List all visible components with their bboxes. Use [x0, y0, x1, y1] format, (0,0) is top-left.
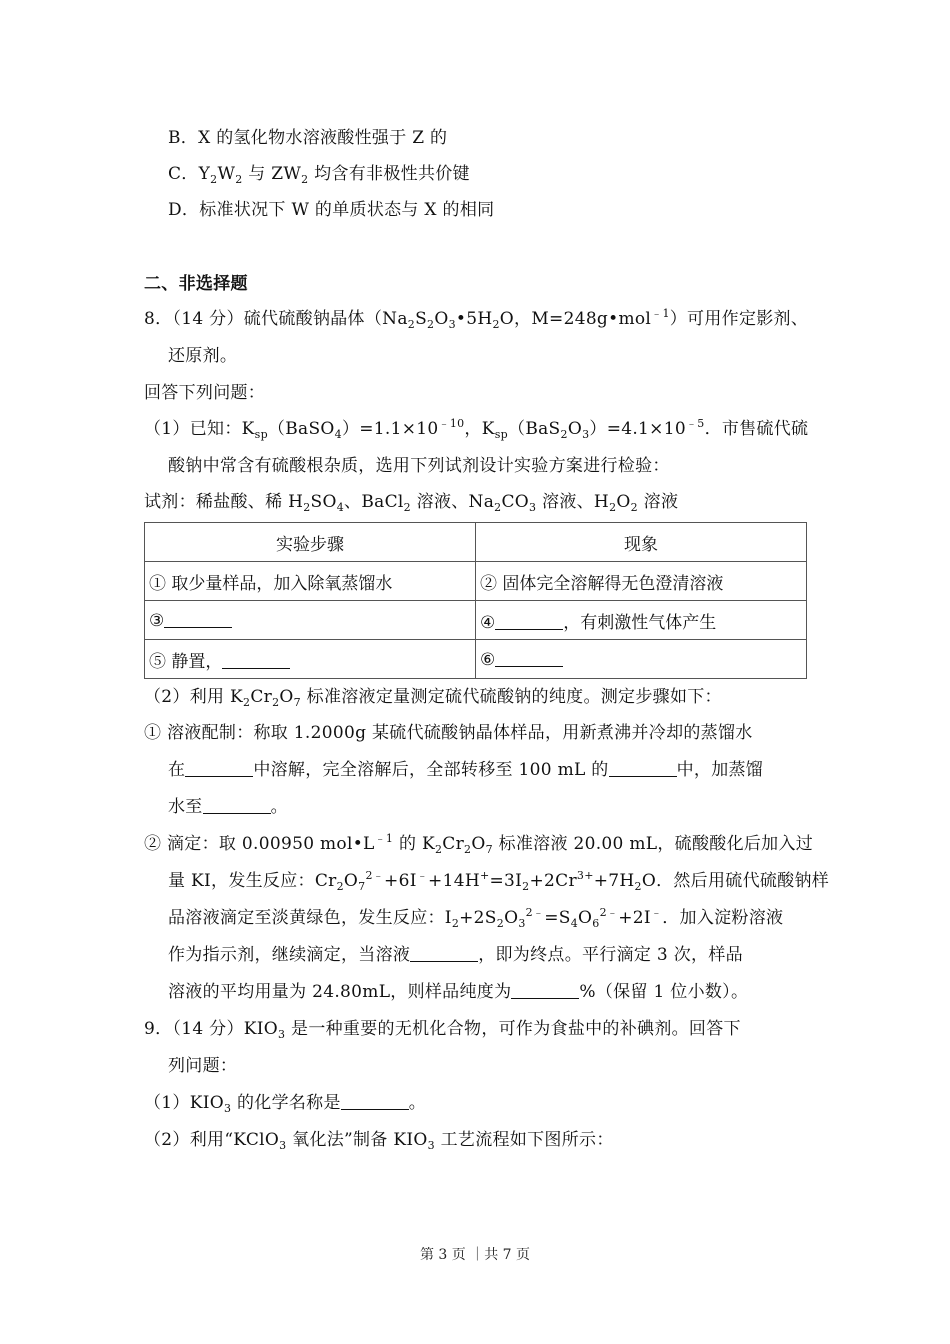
text: （BaSO: [267, 419, 335, 439]
subscript: 2: [301, 173, 309, 186]
subscript: 7: [358, 880, 366, 893]
q8-step2-line2: [168, 869, 829, 893]
text: +2Cr: [529, 871, 577, 891]
text: O: [616, 492, 631, 512]
q8-reagents: [144, 490, 678, 514]
superscript: 2﹣: [365, 869, 385, 882]
cell-text: ⑥: [480, 650, 496, 670]
text: Cr: [250, 687, 273, 707]
subscript: 3: [518, 917, 526, 930]
text: ，K: [464, 419, 495, 439]
subscript: 3: [427, 1139, 435, 1152]
answer-blank[interactable]: [410, 943, 478, 962]
subscript: 2: [303, 501, 311, 514]
superscript: ﹣: [416, 869, 429, 882]
table-cell: [145, 601, 476, 640]
text: O．然后用硫代硫酸钠样: [641, 871, 830, 891]
superscript: ﹣: [650, 906, 663, 919]
subscript: 2: [496, 917, 505, 930]
text: 溶液、Na: [410, 492, 495, 512]
answer-blank[interactable]: [185, 758, 253, 777]
text: （1）已知：K: [144, 419, 255, 439]
text: 作为指示剂，继续滴定，当溶液: [168, 945, 411, 965]
text: 工艺流程如下图所示：: [434, 1130, 614, 1150]
q8-part2-line1: [144, 685, 722, 709]
text: 溶液的平均用量为 24.80mL，则样品纯度为: [168, 982, 512, 1002]
cell-text: ④: [480, 612, 496, 633]
subscript: 2: [494, 501, 502, 514]
text: 。: [408, 1093, 427, 1113]
q8-part1-line2: 酸钠中常含有硫酸根杂质，选用下列试剂设计实验方案进行检验：: [168, 456, 670, 476]
option-b: [168, 126, 447, 150]
subscript: 2: [464, 843, 472, 856]
q8-step1-line1: ① 溶液配制：称取 1.2000g 某硫代硫酸钠晶体样品，用新煮沸并冷却的蒸馏水: [144, 723, 753, 743]
text: （2）利用“KClO: [144, 1130, 280, 1150]
cell-text: ⑤ 静置，: [149, 651, 223, 672]
text: O: [578, 908, 593, 928]
subscript: 7: [293, 696, 301, 709]
subscript: 7: [485, 843, 493, 856]
text: 标准溶液定量测定硫代硫酸钠的纯度。测定步骤如下：: [300, 687, 722, 707]
q8-prompt: 回答下列问题：: [144, 383, 266, 403]
text: （2）利用 K: [144, 687, 244, 707]
option-c-text: Y: [198, 164, 211, 184]
text: Cr: [442, 834, 464, 854]
text: 中，加蒸馏: [676, 760, 764, 780]
subscript: 3: [278, 1028, 286, 1041]
q8-step2-line1: [144, 832, 813, 856]
text: 中溶解，完全溶解后，全部转移至 100 mL 的: [253, 760, 609, 780]
text: 品溶液滴定至淡黄绿色，发生反应：I: [168, 908, 452, 928]
option-d-label: D．: [168, 200, 200, 220]
table-cell: ② 固体完全溶解得无色澄清溶液: [476, 562, 807, 601]
text: ．加入淀粉溶液: [662, 908, 784, 928]
subscript: 4: [336, 501, 345, 514]
option-c-text: W: [217, 164, 236, 184]
table-header-cell: 实验步骤: [145, 523, 476, 562]
q8-step2-line4: [168, 943, 743, 967]
table-cell: [476, 601, 807, 640]
option-c-text: 与 ZW: [242, 164, 302, 184]
text: 的化学名称是: [231, 1093, 341, 1113]
subscript: 2: [403, 501, 411, 514]
option-c: [168, 162, 470, 186]
section-title: 二、非选择题: [144, 274, 248, 294]
text: •5H: [455, 309, 493, 329]
subscript: 3: [223, 1102, 232, 1115]
subscript: 2: [210, 173, 218, 186]
text: ② 滴定：取 0.00950 mol•L: [144, 834, 375, 854]
table-cell: [145, 640, 476, 679]
text: +6I: [384, 871, 417, 891]
text: 在: [168, 760, 186, 780]
subscript: 4: [334, 428, 342, 441]
text: 标准溶液 20.00 mL，硫酸酸化后加入过: [492, 834, 814, 854]
subscript: 2: [560, 428, 568, 441]
answer-blank[interactable]: [495, 611, 563, 630]
text: ，即为终点。平行滴定 3 次，样品: [478, 945, 743, 965]
subscript: 2: [407, 318, 416, 331]
text: 9．（14 分）KIO: [144, 1019, 279, 1039]
subscript: 2: [243, 696, 251, 709]
text: 水至: [168, 797, 203, 817]
text: =3I: [489, 871, 523, 891]
answer-blank[interactable]: [341, 1091, 409, 1110]
answer-blank[interactable]: [609, 758, 677, 777]
superscript: 2﹣: [525, 906, 545, 919]
superscript: 2﹣: [599, 906, 619, 919]
text: %（保留 1 位小数）。: [579, 982, 749, 1002]
superscript: ﹣5: [685, 417, 705, 430]
text: ．市售硫代硫: [704, 419, 809, 439]
text: 溶液、H: [536, 492, 610, 512]
text: +7H: [593, 871, 635, 891]
page-footer: 第 3 页 ｜共 7 页: [419, 1247, 531, 1263]
option-d-text: 标准状况下 W 的单质状态与 X 的相同: [199, 200, 495, 220]
q8-step1-line2: [168, 758, 763, 782]
text: 8．（14 分）硫代硫酸钠晶体（Na: [144, 309, 408, 329]
subscript: 2: [272, 696, 280, 709]
subscript: 2: [451, 917, 460, 930]
subscript: 3: [529, 501, 537, 514]
superscript: ﹣1: [374, 832, 394, 845]
subscript: 4: [570, 917, 579, 930]
text: （BaS: [508, 419, 561, 439]
text: ）=1.1×10: [341, 419, 439, 439]
table-cell: ① 取少量样品，加入除氧蒸馏水: [145, 562, 476, 601]
experiment-table: [144, 522, 807, 679]
superscript: ﹣1: [651, 307, 670, 320]
text: 。: [270, 797, 288, 817]
q8-part1-line1: [144, 417, 808, 441]
text: +2S: [459, 908, 497, 928]
cell-text: ，有刺激性气体产生: [563, 612, 717, 633]
answer-blank[interactable]: [203, 795, 271, 814]
text: +2I: [618, 908, 651, 928]
option-b-label: B．: [168, 128, 199, 148]
answer-blank[interactable]: [222, 650, 290, 669]
subscript: 2: [427, 318, 435, 331]
text: O: [471, 834, 486, 854]
text: 氧化法”制备 KIO: [286, 1130, 428, 1150]
text: （1）KIO: [144, 1093, 224, 1113]
table-header-cell: 现象: [476, 523, 807, 562]
q9-stem-line1: [144, 1017, 741, 1041]
text: =S: [544, 908, 571, 928]
text: O: [279, 687, 294, 707]
text: O: [567, 419, 583, 439]
subscript: sp: [254, 428, 268, 441]
text: +14H: [428, 871, 480, 891]
text: ）=4.1×10: [589, 419, 686, 439]
subscript: 2: [434, 843, 443, 856]
subscript: 2: [336, 880, 344, 893]
subscript: 2: [634, 880, 642, 893]
q8-step1-line3: [168, 795, 288, 819]
cell-text: ③: [149, 611, 165, 631]
superscript: ﹣10: [438, 417, 465, 430]
option-d: [168, 198, 494, 222]
text: O: [343, 871, 359, 891]
q8-stem-line2: 还原剂。: [168, 346, 238, 366]
text: 是一种重要的无机化合物，可作为食盐中的补碘剂。回答下: [285, 1019, 741, 1039]
superscript: 3+: [576, 869, 594, 882]
text: 的 K: [393, 834, 435, 854]
q8-stem-line1: [144, 307, 808, 331]
text: O: [504, 908, 519, 928]
table-row: [145, 640, 807, 679]
q8-step2-line3: [168, 906, 783, 930]
subscript: 2: [522, 880, 530, 893]
text: O: [434, 309, 449, 329]
subscript: 3: [582, 428, 590, 441]
superscript: +: [479, 869, 490, 882]
option-c-text: 均含有非极性共价键: [308, 164, 470, 184]
table-header-row: [145, 523, 807, 562]
subscript: 2: [609, 501, 617, 514]
text: SO: [310, 492, 337, 512]
text: S: [415, 309, 428, 329]
text: 试剂：稀盐酸、稀 H: [144, 492, 304, 512]
q8-step2-line5: [168, 980, 748, 1004]
answer-blank[interactable]: [495, 648, 563, 667]
q9-part1: [144, 1091, 426, 1115]
q9-part2: [144, 1128, 614, 1152]
q9-stem-line2: 列问题：: [168, 1056, 238, 1076]
text: CO: [501, 492, 530, 512]
text: 量 KI，发生反应：Cr: [168, 871, 337, 891]
subscript: 2: [492, 318, 500, 331]
subscript: 2: [235, 173, 243, 186]
subscript: 3: [448, 318, 456, 331]
subscript: 3: [279, 1139, 287, 1152]
option-c-label: C．: [168, 164, 199, 184]
answer-blank[interactable]: [511, 980, 579, 999]
subscript: sp: [494, 428, 509, 441]
subscript: 2: [630, 501, 638, 514]
option-b-text: X 的氢化物水溶液酸性强于 Z 的: [198, 128, 448, 148]
text: 、BaCl: [344, 492, 404, 512]
table-row: [145, 601, 807, 640]
text: ）可用作定影剂、: [669, 309, 809, 329]
table-cell: [476, 640, 807, 679]
subscript: 6: [592, 917, 600, 930]
table-row: [145, 562, 807, 601]
text: O，M=248g•mol: [499, 309, 652, 329]
text: 溶液: [637, 492, 679, 512]
answer-blank[interactable]: [164, 609, 232, 628]
